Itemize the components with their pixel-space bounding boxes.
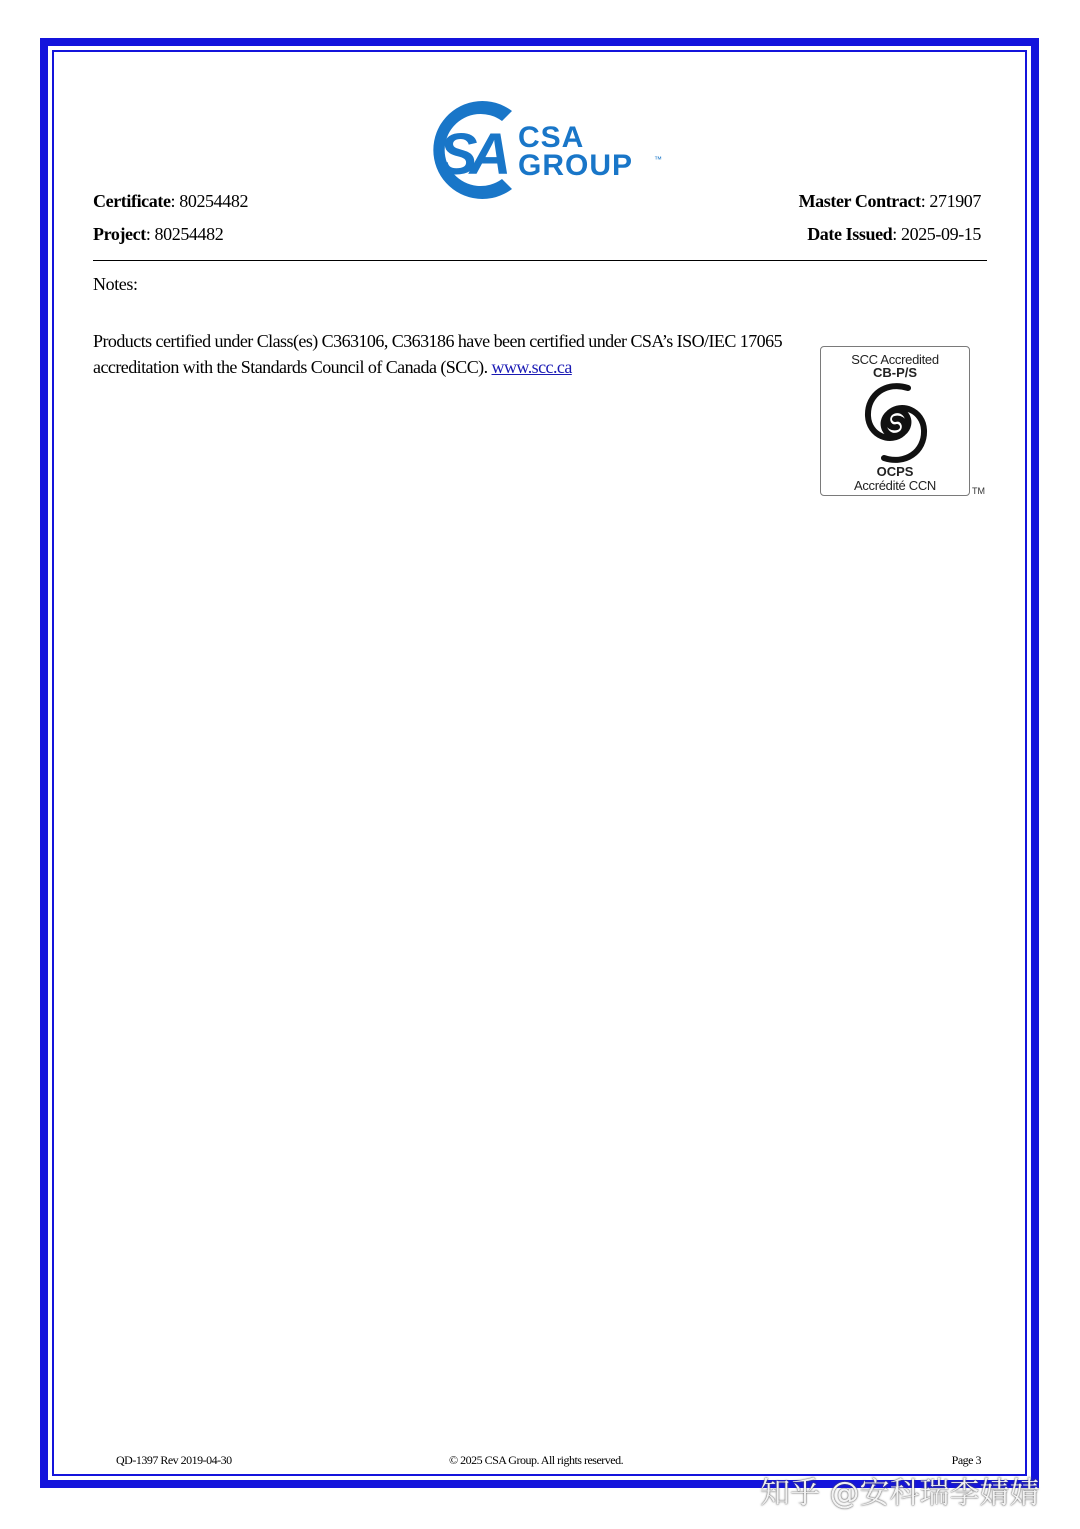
project-value: : 80254482: [145, 224, 224, 244]
master-contract-label: Master Contract: [798, 191, 921, 211]
footer-copyright: © 2025 CSA Group. All rights reserved.: [449, 1453, 624, 1467]
scc-mark-tm: TM: [972, 486, 985, 496]
watermark-text: 知乎 @安科瑞李婧婧: [760, 1476, 1040, 1511]
logo-tm: ™: [654, 155, 662, 164]
scc-accredited-mark: [820, 346, 970, 496]
notes-paragraph: [93, 328, 803, 380]
logo-line2: GROUP: [518, 149, 634, 182]
date-issued-value: : 2025-09-15: [892, 224, 981, 244]
header-divider: [93, 260, 987, 261]
scc-mark-line4: Accrédité CCN: [853, 478, 937, 493]
scc-mark-line3: OCPS: [876, 464, 914, 479]
footer-page-number: Page 3: [951, 1453, 981, 1467]
date-issued-label: Date Issued: [807, 224, 893, 244]
page-border-inner: [52, 50, 1027, 1476]
notes-label: Notes:: [93, 274, 138, 294]
scc-mark-line1: SCC Accredited: [851, 352, 939, 367]
certificate-value: : 80254482: [170, 191, 249, 211]
project-number: [93, 223, 223, 245]
scc-mark-line2: CB-P/S: [872, 365, 918, 380]
certificate-label: Certificate: [93, 191, 171, 211]
master-contract-value: : 271907: [920, 191, 981, 211]
date-issued: [807, 223, 981, 245]
logo-line1: CSA: [518, 121, 585, 154]
project-label: Project: [93, 224, 146, 244]
svg-text:SA: SA: [438, 122, 504, 187]
scc-link[interactable]: www.scc.ca: [491, 357, 572, 377]
footer-form-id: QD-1397 Rev 2019-04-30: [116, 1453, 232, 1467]
master-contract: [799, 190, 981, 212]
scc-spiral-icon: [861, 380, 931, 466]
certificate-number: [93, 190, 248, 212]
csa-group-logo: [416, 96, 666, 206]
notes-text: Products certified under Class(es) C363106, C363186 have been certified under CSA’s ISO/IEC 17065 accreditation with the Standards Council of Canada (SCC).: [93, 331, 783, 377]
